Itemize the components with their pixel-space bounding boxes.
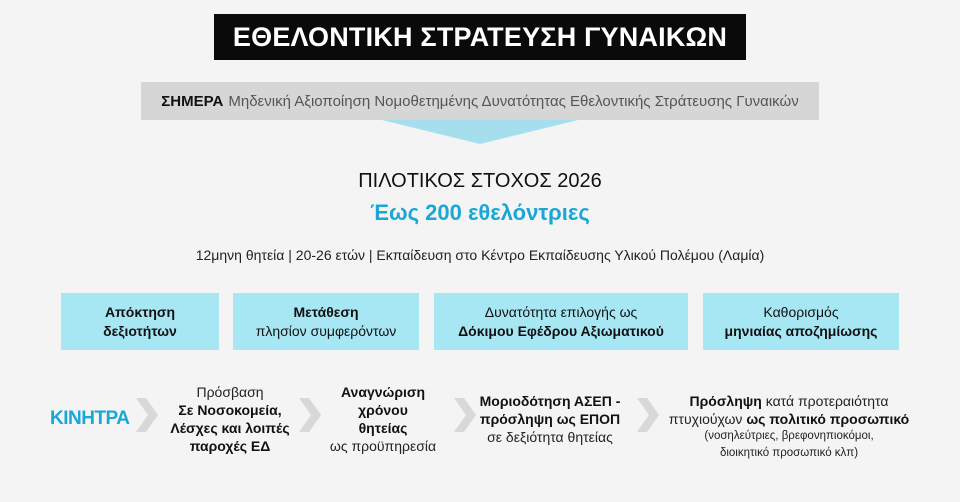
benefit-line: Καθορισμός: [763, 303, 839, 320]
incentive-line: παροχές ΕΔ: [189, 438, 271, 454]
incentive-text: πτυχιούχων: [668, 411, 747, 427]
incentive-line: σε δεξιότητα θητείας: [487, 429, 613, 445]
incentive-bold-text: Πρόσληψη: [689, 393, 762, 409]
chevron-right-icon: [637, 398, 659, 432]
benefit-line: Μετάθεση: [293, 303, 359, 320]
incentive-line: Πρόσβαση: [196, 384, 264, 400]
today-banner: [141, 82, 819, 120]
benefit-line: Δυνατότητα επιλογής ως: [484, 303, 638, 320]
benefit-skills: [61, 293, 219, 350]
incentive-bold-text: ως πολιτικό προσωπικό: [746, 411, 910, 427]
today-text: Μηδενική Αξιοποίηση Νομοθετημένης Δυνατότητας Εθελοντικής Στράτευσης Γυναικών: [228, 92, 799, 110]
chevron-right-icon: [136, 398, 158, 432]
benefit-reserve-officer: [434, 293, 688, 350]
incentive-note: διοικητικό προσωπικό κλπ): [719, 447, 859, 459]
benefit-line: πλησίον συμφερόντων: [255, 322, 397, 339]
goal-subtitle: Έως 200 εθελόντριες: [370, 200, 590, 225]
goal-title: ΠΙΛΟΤΙΚΟΣ ΣΤΟΧΟΣ 2026: [358, 170, 602, 192]
benefit-line: μηνιαίας αποζημίωσης: [724, 322, 878, 339]
incentive-line: [664, 410, 914, 428]
benefit-transfer: [233, 293, 419, 350]
benefit-line: Δόκιμου Εφέδρου Αξιωματικού: [458, 322, 664, 339]
today-label: ΣΗΜΕΡΑ: [161, 92, 224, 110]
incentive-line: θητείας: [358, 420, 408, 436]
incentive-line: χρόνου: [358, 402, 408, 418]
incentive-text: κατά προτεραιότητα: [761, 393, 889, 409]
benefit-compensation: [703, 293, 899, 350]
incentive-line: Μοριοδότηση ΑΣΕΠ -: [479, 393, 621, 409]
incentive-line: Σε Νοσοκομεία,: [178, 402, 282, 418]
incentive-line: ως προϋπηρεσία: [329, 438, 437, 454]
incentive-line: Λέσχες και λοιπές: [170, 420, 290, 436]
incentive-hiring: [664, 392, 914, 462]
service-details: 12μηνη θητεία | 20-26 ετών | Εκπαίδευση στο Κέντρο Εκπαίδευσης Υλικού Πολέμου (Λαμία): [195, 247, 765, 263]
incentive-line: [664, 392, 914, 410]
incentive-line: πρόσληψη ως ΕΠΟΠ: [479, 411, 621, 427]
incentive-access: [160, 383, 300, 455]
benefit-line: Απόκτηση: [104, 303, 176, 320]
benefit-line: δεξιοτήτων: [103, 322, 177, 339]
incentive-recognition: [318, 383, 448, 455]
incentives-label: ΚΙΝΗΤΡΑ: [50, 408, 130, 429]
incentive-asep: [470, 392, 630, 446]
down-arrow-icon: [382, 120, 578, 144]
incentive-note: (νοσηλεύτριες, βρεφονηπιοκόμοι,: [704, 430, 874, 442]
incentive-line: Αναγνώριση: [340, 384, 426, 400]
page-title: ΕΘΕΛΟΝΤΙΚΗ ΣΤΡΑΤΕΥΣΗ ΓΥΝΑΙΚΩΝ: [214, 14, 746, 60]
